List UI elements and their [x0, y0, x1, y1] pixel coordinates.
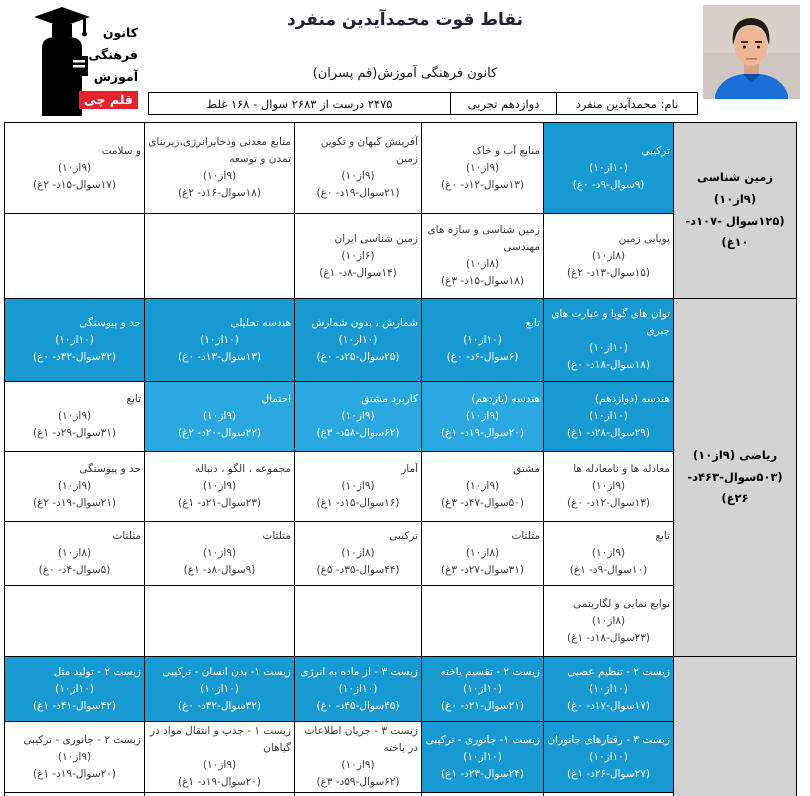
topic-title: مثلثات: [262, 530, 291, 542]
topic-score: (۱۰از۱۰): [200, 682, 239, 695]
topic-question-stats: (۵سوال-۴د- ۰غ): [38, 564, 111, 576]
topic-cell: [5, 722, 145, 793]
topic-score: (۱۰از۱۰): [589, 410, 628, 422]
topic-score: (۱۰از۱۰): [589, 161, 628, 174]
topic-question-stats: (۱۶سوال-۱۵د- ۱غ): [316, 497, 400, 509]
topic-cell: [145, 452, 295, 522]
empty-cell: [145, 586, 295, 657]
subject-label-cell: [674, 123, 797, 299]
topic-score: (۱۰از۱۰): [55, 682, 94, 695]
topic-title: تابع: [655, 530, 670, 542]
topic-cell: [5, 452, 145, 522]
strengths-table-body: [5, 123, 797, 796]
topic-score: (۹از۱۰): [202, 410, 237, 422]
topic-cell: [145, 657, 295, 722]
empty-cell: [5, 793, 145, 796]
topic-score: (۹از۱۰): [591, 480, 626, 492]
table-row: [5, 123, 797, 214]
topic-score: (۹از۱۰): [57, 480, 92, 492]
topic-cell: [544, 522, 674, 586]
topic-title: پویایی زمین: [618, 232, 670, 245]
topic-title: توابع نمایی و لگاریتمی: [573, 597, 670, 610]
topic-question-stats: (۴۴سوال-۳۵د- ۵غ): [316, 564, 400, 576]
topic-score: (۱۰از۱۰): [589, 682, 628, 695]
topic-title: مثلثات: [511, 530, 540, 542]
topic-title: زیست ۳ - از ماده به انرژی: [300, 665, 418, 678]
subject-detail: (۱۲۵سوال -۱۰۷د- ۱۰غ): [685, 213, 785, 250]
logo-word-kanoon: کانون: [102, 25, 138, 40]
topic-question-stats: (۱۰سوال-۹د- ۱غ): [569, 564, 648, 576]
topic-question-stats: (۶۲سوال-۵۹د- ۳غ): [316, 776, 400, 788]
table-row: [5, 299, 797, 382]
empty-cell: [145, 214, 295, 299]
topic-cell: [295, 123, 422, 214]
topic-score: (۹از۱۰): [341, 410, 375, 422]
topic-question-stats: (۲۰سوال-۱۹د- ۱غ): [32, 767, 117, 780]
topic-cell: [295, 452, 422, 522]
topic-cell: [5, 123, 145, 214]
topic-question-stats: (۲۴سوال-۲۳د- ۱غ): [440, 767, 525, 780]
topic-cell: [544, 214, 674, 299]
topic-question-stats: (۱۷سوال-۱۷د- ۰غ): [566, 699, 651, 712]
topic-score: (۱۰از۱۰): [463, 333, 502, 346]
empty-cell: [422, 793, 544, 796]
topic-title: زیست ۲ - تنظیم عصبی: [567, 665, 670, 678]
topic-score: (۱۰از۱۰): [589, 342, 628, 354]
portrait-icon: [703, 5, 800, 99]
topic-score: (۹از۱۰): [591, 547, 626, 559]
topic-score: (۹از۱۰): [57, 750, 92, 763]
topic-cell: [145, 722, 295, 793]
student-result-cell: ۲۴۷۵ درست از ۲۶۸۳ سوال - ۱۶۸ غلط: [149, 93, 451, 114]
topic-title: ترکیبی: [641, 144, 670, 157]
topic-cell: [544, 452, 674, 522]
topic-title: حد و پیوستگی: [79, 463, 141, 475]
topic-question-stats: (۱۸سوال-۱۸د- ۰غ): [566, 359, 651, 371]
topic-title: آفرینش کیهان و تکوین زمین: [320, 136, 418, 165]
topic-title: تابع: [126, 393, 141, 405]
topic-cell: [295, 522, 422, 586]
topic-question-stats: (۳۱سوال-۲۹د- ۱غ): [32, 427, 117, 439]
topic-question-stats: (۲۰سوال-۱۹د- ۱غ): [177, 776, 262, 788]
topic-title: و سلامت: [101, 144, 141, 157]
topic-question-stats: (۱۳سوال-۱۳د- ۰غ): [177, 350, 262, 363]
topic-cell: [544, 586, 674, 657]
topic-title: ترکیبی: [389, 530, 418, 542]
topic-score: (۱۰از۱۰): [338, 682, 378, 695]
topic-question-stats: (۱۷سوال-۱۵د- ۲غ): [32, 178, 117, 191]
empty-cell: [5, 214, 145, 299]
topic-title: حد و پیوستگی: [79, 316, 141, 329]
topic-score: (۱۰از۱۰): [55, 333, 94, 346]
topic-score: (۹از۱۰): [341, 480, 375, 492]
topic-score: (۹از۱۰): [341, 170, 375, 182]
empty-cell: [295, 793, 422, 796]
topic-title: شمارش ، بدون شمارش: [311, 316, 418, 329]
topic-title: هندسه (یازدهم): [471, 393, 540, 405]
topic-question-stats: (۲۵سوال-۲۵د- ۰غ): [316, 350, 400, 363]
topic-score: (۸از۱۰): [341, 547, 375, 559]
topic-title: تابع: [525, 316, 540, 329]
strengths-table: [4, 122, 797, 796]
logo-word-amoozesh: آموزش: [93, 69, 138, 84]
student-name-cell: نام: محمدآیدین منفرد: [575, 96, 679, 111]
topic-score: (۹از۱۰): [465, 410, 500, 422]
topic-cell: [422, 522, 544, 586]
topic-cell: [295, 722, 422, 793]
topic-title: زیست ۳ - جریان اطلاعات در یاخته: [304, 725, 418, 754]
topic-score: (۹از۱۰): [465, 161, 500, 174]
topic-question-stats: (۵۰سوال-۴۷د- ۳غ): [440, 497, 525, 509]
topic-title: زیست ۲ - تقسیم یاخته: [440, 665, 540, 678]
topic-title: زیست ۱ - جذب و انتقال مواد در گیاهان: [150, 725, 291, 754]
topic-score: (۸از۱۰): [591, 249, 626, 262]
topic-cell: [5, 382, 145, 452]
topic-cell: [5, 299, 145, 382]
topic-title: زیست ۳ - رفتارهای جانوران: [547, 733, 670, 746]
topic-title: زیست ۱- بدن انسان - ترکیبی: [162, 665, 291, 678]
topic-score: (۹از۱۰): [202, 480, 237, 492]
logo-wordmark: [84, 22, 138, 109]
topic-question-stats: (۴۲سوال-۴۱د- ۱غ): [32, 699, 117, 712]
topic-title: معادله ها و نامعادله ها: [573, 463, 670, 475]
topic-cell: [5, 657, 145, 722]
subject-detail: (۵۰۳سوال-۴۶۳د- ۲۶غ): [687, 469, 783, 506]
topic-cell: [544, 123, 674, 214]
topic-cell: [422, 214, 544, 299]
topic-title: مجموعه ، الگو ، دنباله: [194, 463, 291, 475]
topic-cell: [544, 299, 674, 382]
topic-score: (۱۰از۱۰): [463, 750, 502, 763]
topic-question-stats: (۹سوال-۹د- ۰غ): [572, 178, 645, 191]
topic-question-stats: (۳۲سوال-۳۲د- ۰غ): [32, 350, 117, 363]
topic-question-stats: (۱۳سوال-۱۲د- ۰غ): [566, 497, 651, 509]
empty-cell: [5, 586, 145, 657]
topic-cell: [145, 299, 295, 382]
topic-score: (۹از۱۰): [57, 161, 92, 174]
topic-cell: [145, 522, 295, 586]
topic-title: منابع آب و خاک: [472, 144, 540, 157]
topic-title: زمین شناسی ایران: [334, 232, 418, 245]
table-row: [5, 657, 797, 722]
topic-question-stats: (۲۳سوال-۱۸د- ۱غ): [566, 631, 651, 644]
subject-title: ریاضی (۹از۱۰): [692, 447, 778, 462]
topic-score: (۹از۱۰): [57, 410, 92, 422]
subject-label-cell: [674, 657, 797, 796]
empty-cell: [145, 793, 295, 796]
empty-cell: [422, 586, 544, 657]
topic-title: زیست ۱- جانوری - ترکیبی: [425, 733, 540, 746]
topic-title: مشتق: [513, 463, 540, 475]
topic-score: (۹از۱۰): [202, 759, 237, 771]
topic-score: (۹از۱۰): [465, 480, 500, 492]
topic-cell: [295, 382, 422, 452]
topic-cell: [544, 382, 674, 452]
topic-score: (۸از۱۰): [465, 547, 500, 559]
topic-cell: [295, 657, 422, 722]
page-subtitle: کانون فرهنگی آموزش(قم پسران): [312, 66, 498, 81]
topic-question-stats: (۲۷سوال-۲۶د- ۱غ): [566, 767, 651, 780]
topic-question-stats: (۶۲سوال-۵۸د- ۳غ): [316, 427, 400, 439]
topic-cell: [422, 722, 544, 793]
topic-title: توان های گویا و عبارت های جبری: [551, 308, 670, 337]
topic-score: (۸از۱۰): [591, 614, 626, 627]
subject-title: زمین شناسی (۹از۱۰): [696, 169, 774, 206]
topic-title: هندسه (دوازدهم): [594, 393, 670, 405]
topic-score: (۹از۱۰): [202, 170, 237, 182]
topic-question-stats: (۴۵سوال-۴۵د- ۰غ): [316, 699, 400, 712]
topic-question-stats: (۱۵سوال-۱۳د- ۲غ): [566, 266, 651, 279]
topic-score: (۹از۱۰): [202, 547, 237, 559]
topic-question-stats: (۲۳سوال-۲۱د- ۱غ): [177, 497, 262, 509]
topic-title: احتمال: [261, 393, 291, 405]
topic-title: زمین شناسی و سازه های مهندسی: [427, 224, 540, 253]
empty-cell: [544, 793, 674, 796]
subject-label-cell: [674, 299, 797, 657]
topic-question-stats: (۲۹سوال-۲۸د- ۱غ): [566, 427, 651, 439]
topic-title: آمار: [401, 463, 418, 475]
topic-question-stats: (۳۱سوال-۲۷د- ۳غ): [440, 564, 525, 576]
topic-cell: [544, 722, 674, 793]
topic-score: (۱۰از۱۰): [589, 750, 628, 763]
topic-title: هندسه تحلیلی: [230, 316, 291, 329]
topic-cell: [422, 657, 544, 722]
topic-title: کاربرد مشتق: [361, 393, 418, 405]
student-info-bar: [148, 92, 698, 115]
topic-cell: [5, 522, 145, 586]
logo-word-farhangi: فرهنگی: [88, 47, 138, 62]
topic-score: (۸از۱۰): [465, 258, 500, 270]
topic-score: (۱۰از۱۰): [200, 333, 239, 346]
topic-question-stats: (۹سوال-۸د- ۱غ): [183, 564, 256, 576]
topic-title: زیست ۲ - تولید مثل: [53, 665, 141, 678]
topic-cell: [295, 214, 422, 299]
topic-question-stats: (۲۰سوال-۱۹د- ۱غ): [440, 427, 525, 439]
topic-question-stats: (۲۲سوال-۲۰د- ۲غ): [177, 427, 262, 439]
topic-score: (۶از۱۰): [341, 249, 375, 262]
kanoon-logo: [26, 4, 138, 116]
topic-cell: [422, 452, 544, 522]
empty-cell: [295, 586, 422, 657]
topic-question-stats: (۲۱سوال-۱۹د- ۰غ): [316, 187, 400, 199]
topic-score: (۸از۱۰): [57, 547, 92, 559]
topic-cell: [145, 382, 295, 452]
topic-question-stats: (۱۸سوال-۱۵د- ۳غ): [440, 275, 525, 287]
topic-score: (۱۰از۱۰): [463, 682, 502, 695]
topic-question-stats: (۶سوال-۶د- ۰غ): [446, 350, 519, 363]
ghalamchi-badge: قلم چی: [79, 91, 138, 109]
topic-question-stats: (۳۲سوال-۳۲د- ۰غ): [177, 699, 262, 712]
topic-cell: [422, 123, 544, 214]
topic-cell: [145, 123, 295, 214]
topic-cell: [422, 299, 544, 382]
topic-title: منابع معدنی وذخایرانرژی،زیربنای تمدن و توسعه: [148, 136, 291, 165]
topic-question-stats: (۱۳سوال-۱۲د- ۰غ): [440, 178, 525, 191]
topic-score: (۹از۱۰): [341, 759, 375, 771]
student-photo: [703, 5, 800, 99]
topic-score: (۱۰از۱۰): [338, 333, 378, 346]
topic-question-stats: (۱۸سوال-۱۶د- ۲غ): [177, 187, 262, 199]
topic-cell: [295, 299, 422, 382]
topic-question-stats: (۲۱سوال-۲۱د- ۰غ): [440, 699, 525, 712]
topic-title: مثلثات: [112, 530, 141, 542]
topic-cell: [422, 382, 544, 452]
page-title: نقاط قوت محمدآیدین منفرد: [287, 10, 523, 30]
topic-cell: [544, 657, 674, 722]
student-grade-cell: دوازدهم تجربی: [451, 93, 557, 114]
topic-question-stats: (۲۱سوال-۱۹د- ۲غ): [32, 497, 117, 509]
topic-title: زیست ۲ - جانوری - ترکیبی: [23, 733, 141, 746]
topic-question-stats: (۱۴سوال-۸د- ۱غ): [319, 266, 397, 279]
